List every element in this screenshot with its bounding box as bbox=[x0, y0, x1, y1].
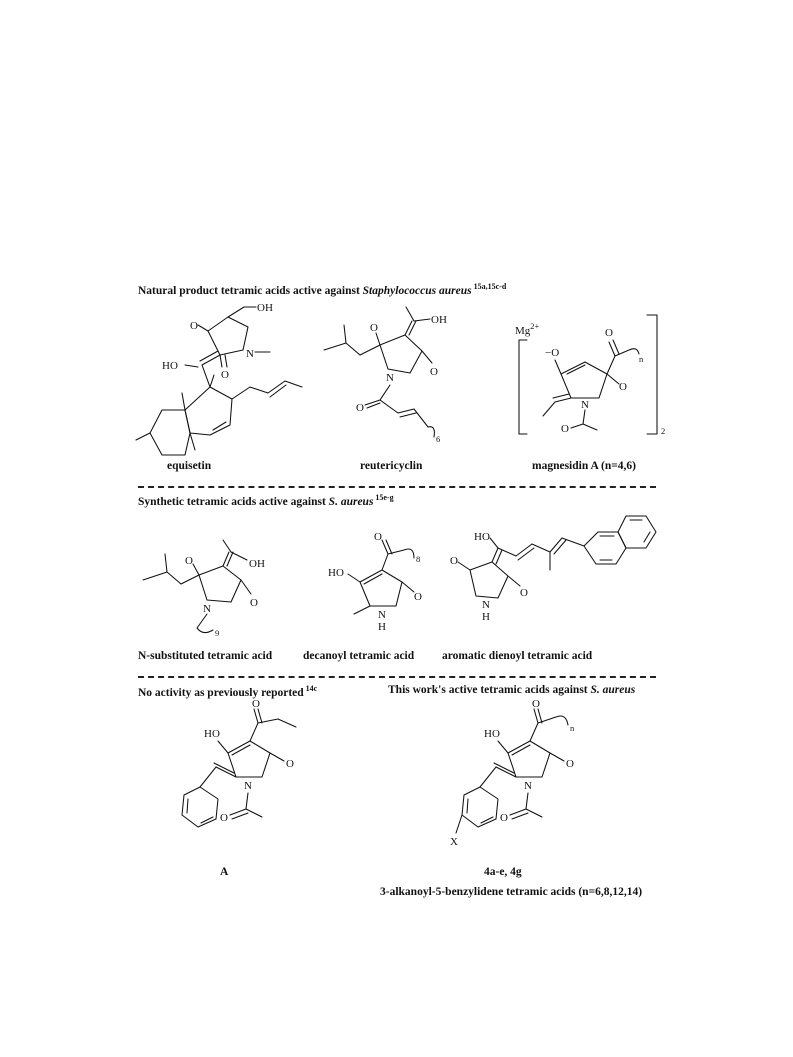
label-decanoyl: decanoyl tetramic acid bbox=[303, 650, 415, 662]
aromatic-o2: O bbox=[520, 587, 528, 599]
equisetin-ring-b bbox=[185, 387, 232, 435]
aromatic-structure bbox=[450, 510, 670, 650]
compound-4-ring bbox=[508, 741, 550, 777]
magnesidin-two: 2 bbox=[661, 426, 666, 436]
magnesidin-o1: O bbox=[605, 327, 613, 339]
reutericyclin-oh: OH bbox=[431, 314, 447, 326]
magnesidin-mg: $Mg^{2+}$ bbox=[515, 321, 540, 337]
aromatic-o1: O bbox=[450, 555, 458, 567]
equisetin-oh: OH bbox=[257, 302, 273, 314]
decanoyl-o2: O bbox=[414, 591, 422, 603]
equisetin-o1: O bbox=[190, 320, 198, 332]
n-substituted-n: N bbox=[203, 603, 211, 615]
aromatic-ring bbox=[470, 562, 508, 598]
magnesidin-o3: O bbox=[561, 423, 569, 435]
magnesidin-o2: O bbox=[619, 381, 627, 393]
aromatic-h: H bbox=[482, 611, 490, 623]
magnesidin-ring bbox=[561, 362, 607, 398]
compound-a-structure bbox=[170, 698, 320, 860]
reutericyclin-n: N bbox=[386, 372, 394, 384]
equisetin-ho: HO bbox=[162, 360, 178, 372]
compound-4-ho: HO bbox=[484, 728, 500, 740]
n-substituted-oh: OH bbox=[249, 558, 265, 570]
compound-4-structure bbox=[450, 698, 610, 870]
compound-4-o2: O bbox=[566, 758, 574, 770]
magnesidin-o-minus: −O bbox=[545, 347, 560, 359]
section1-heading: Natural product tetramic acids active against Staphylococcus aureus $^{15a,15c-d}$ bbox=[138, 282, 507, 297]
magnesidin-n-sub: n bbox=[639, 354, 644, 364]
n-substituted-ring bbox=[199, 566, 241, 602]
compound-a-o2: O bbox=[286, 758, 294, 770]
reutericyclin-o2: O bbox=[430, 366, 438, 378]
aromatic-ho: HO bbox=[474, 531, 490, 543]
label-compound-4: 4a-e, 4g bbox=[484, 866, 522, 878]
decanoyl-ring bbox=[360, 570, 402, 606]
compound-4-n: N bbox=[524, 780, 532, 792]
label-compound-a: A bbox=[220, 866, 229, 878]
label-equisetin: equisetin bbox=[167, 460, 212, 472]
label-series-4: 3-alkanoyl-5-benzylidene tetramic acids (n=6,8,12,14) bbox=[380, 886, 643, 898]
equisetin-structure bbox=[130, 295, 320, 465]
n-substituted-o1: O bbox=[185, 555, 193, 567]
decanoyl-h: H bbox=[378, 621, 386, 633]
divider-2 bbox=[138, 676, 656, 678]
decanoyl-o1: O bbox=[374, 531, 382, 543]
reutericyclin-o3: O bbox=[356, 402, 364, 414]
n-substituted-o2: O bbox=[250, 597, 258, 609]
compound-4-o3: O bbox=[500, 812, 508, 824]
decanoyl-structure bbox=[318, 531, 438, 650]
n-substituted-nine: 9 bbox=[215, 628, 220, 638]
compound-4-x: X bbox=[450, 836, 458, 848]
compound-a-ho: HO bbox=[204, 728, 220, 740]
section2-heading: Synthetic tetramic acids active against S. aureus $^{15e-g}$ bbox=[138, 493, 394, 508]
reutericyclin-ring bbox=[380, 335, 422, 373]
compound-4-o1: O bbox=[532, 698, 540, 710]
aromatic-n: N bbox=[482, 599, 490, 611]
decanoyl-n: N bbox=[378, 609, 386, 621]
compound-a-n: N bbox=[244, 780, 252, 792]
compound-a-ring bbox=[228, 741, 270, 777]
divider-1 bbox=[138, 486, 656, 488]
section3-left-heading: No activity as previously reported $^{14c}$ bbox=[138, 684, 318, 699]
equisetin-ring bbox=[208, 317, 248, 355]
n-substituted-structure bbox=[135, 540, 285, 650]
equisetin-o2: O bbox=[221, 369, 229, 381]
label-n-substituted: N-substituted tetramic acid bbox=[138, 650, 273, 662]
compound-4-n-sub: n bbox=[570, 723, 575, 733]
section3-right-heading: This work's active tetramic acids against S. aureus bbox=[388, 684, 636, 696]
reutericyclin-o1: O bbox=[370, 322, 378, 334]
magnesidin-structure bbox=[515, 310, 675, 470]
label-reutericyclin: reutericyclin bbox=[360, 460, 423, 472]
label-aromatic: aromatic dienoyl tetramic acid bbox=[442, 650, 593, 662]
reutericyclin-six: 6 bbox=[436, 434, 441, 444]
compound-a-o1: O bbox=[252, 698, 260, 710]
reutericyclin-structure bbox=[310, 305, 480, 465]
aromatic-naph-a bbox=[584, 532, 626, 564]
label-magnesidin: magnesidin A (n=4,6) bbox=[532, 460, 637, 472]
magnesidin-n: N bbox=[581, 399, 589, 411]
decanoyl-ho: HO bbox=[328, 567, 344, 579]
equisetin-ring-a bbox=[150, 410, 190, 455]
equisetin-n: N bbox=[246, 348, 254, 360]
compound-a-o3: O bbox=[220, 812, 228, 824]
decanoyl-eight: 8 bbox=[416, 554, 421, 564]
